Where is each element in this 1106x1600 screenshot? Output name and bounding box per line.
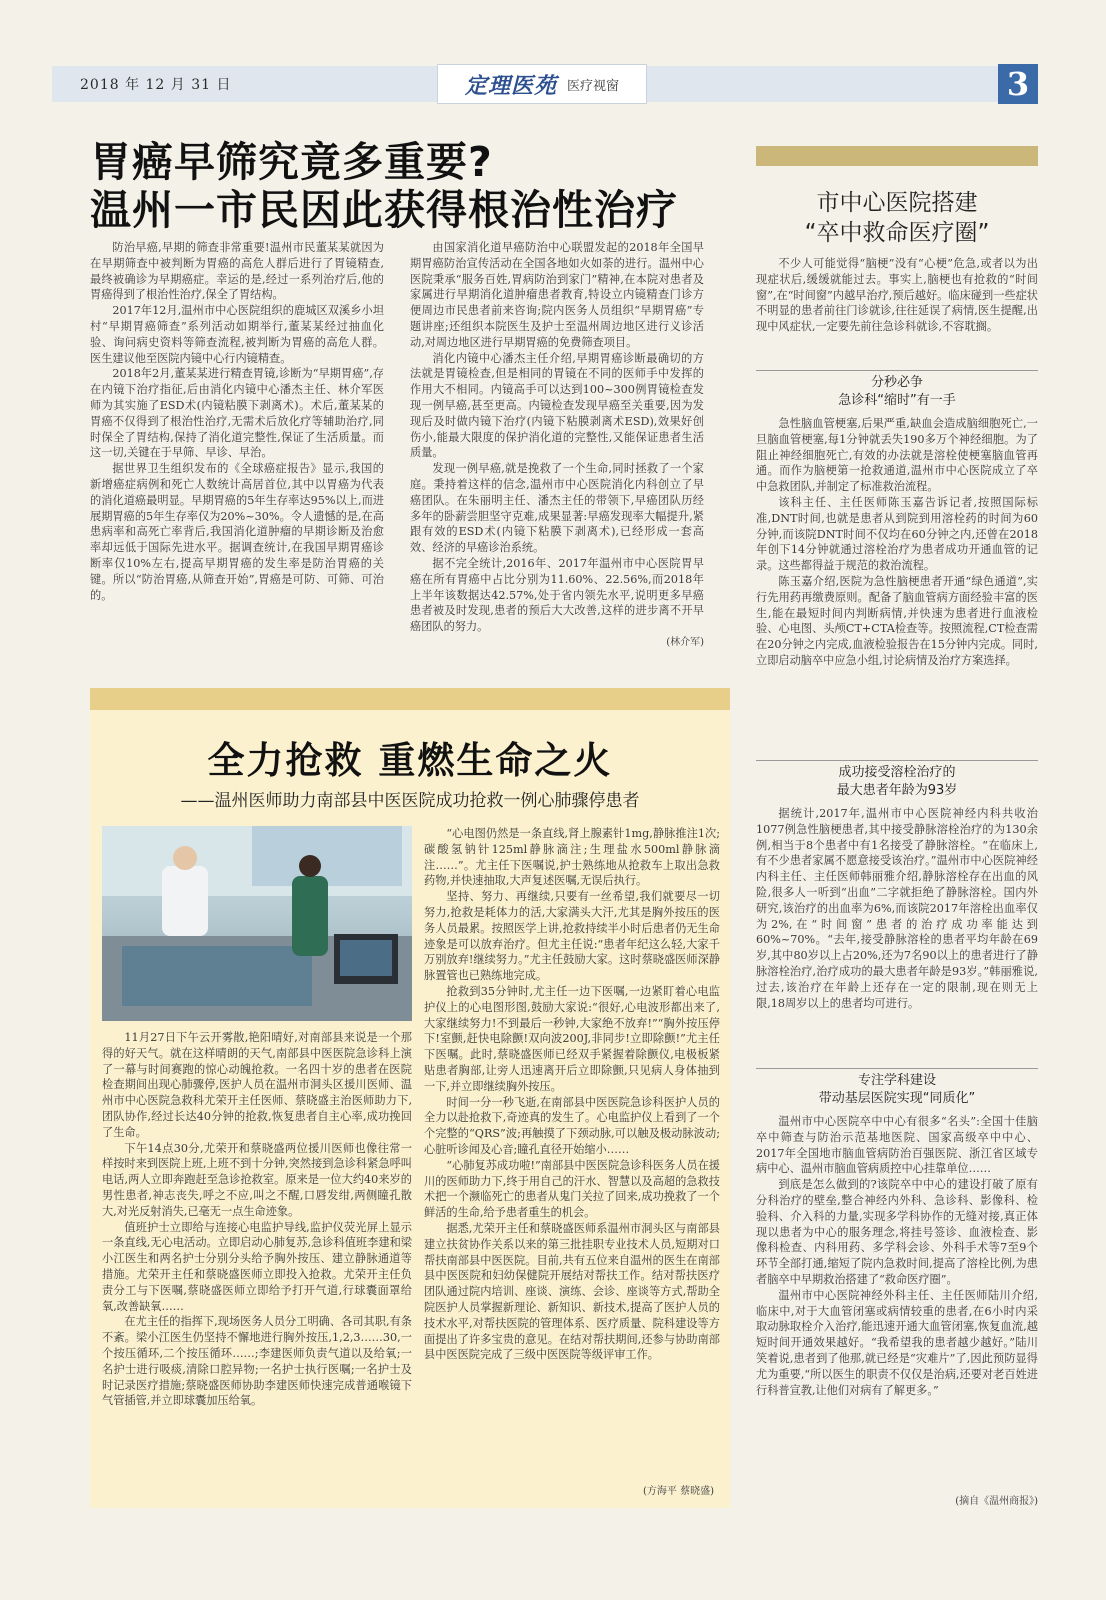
article3-section-3 xyxy=(756,1114,1038,1492)
article2-subheadline: ——温州医师助力南部县中医医院成功抢救一例心肺骤停患者 xyxy=(180,791,640,811)
article3-section-1 xyxy=(756,416,1038,756)
article1-column-2 xyxy=(410,240,704,680)
article3-subhead-2: 成功接受溶栓治疗的 最大患者年龄为93岁 xyxy=(836,765,958,798)
article2-column-1 xyxy=(102,1030,412,1500)
issue-date: 2018 年 12 月 31 日 xyxy=(80,77,232,93)
sidebar-top-band xyxy=(756,146,1038,166)
rescue-scene-illustration xyxy=(102,826,412,1021)
article2-headline: 全力抢救 重燃生命之火 xyxy=(207,739,613,782)
rescue-photo xyxy=(102,826,412,1021)
paragraph: 2017年12月,温州市中心医院组织的鹿城区双溪乡小坦村“早期胃癌筛查”系列活动如期举行,董某某经过抽血化验、询问病史资料等筛查流程,被判断为胃癌的高危人群。医生建议他至医院内镜中心行内镜精查。 xyxy=(90,304,384,365)
article1-headline: 胃癌早筛究竟多重要? 温州一市民因此获得根治性治疗 xyxy=(90,138,678,234)
paragraph: 抢救到35分钟时,尤主任一边下医嘱,一边紧盯着心电监护仪上的心电图形图,鼓励大家说:“很好,心电波形都出来了,大家继续努力!不到最后一秒钟,大家绝不放弃!”“胸外按压停下!室颤,赶快电除颤!双向波200J,非同步!立即除颤!”尤主任下医嘱。此时,蔡晓盛医师已经双手紧握着除颤仪,电极板紧贴患者胸部,让旁人迅速离开后立即除颤,只见病人身体抽到一下,并立即继续胸外按压。 xyxy=(424,984,720,1093)
paragraph: 据世界卫生组织发布的《全球癌症报告》显示,我国的新增癌症病例和死亡人数统计高居首位,其中以胃癌为代表的消化道癌最明显。早期胃癌的5年生存率达95%以上,而进展期胃癌的5年生存率仅为20%~30%。令人遗憾的是,在高患病率和高死亡率背后,我国消化道肿瘤的早期诊断及治愈率却远低于国际先进水平。据调查统计,在我国早期胃癌诊断率仅10%左右,提高早期胃癌的发生率是防治胃癌的关键。所以“防治胃癌,从筛查开始”,胃癌是可防、可筛、可治的。 xyxy=(90,462,384,602)
paragraph: 据统计,2017年,温州市中心医院神经内科共收治1077例急性脑梗患者,其中接受静脉溶栓治疗的为130余例,相当于8个患者中有1名接受了静脉溶栓。“在临床上,有不少患者家属不愿意接受该治疗。”温州市中心医院神经内科主任、主任医师韩丽雅介绍,静脉溶栓存在出血的风险,很多人一听到“出血”二字就拒绝了静脉溶栓。国内外研究,该治疗的出血率为6%,而该院2017年溶栓出血率仅为2%,在“时间窗”患者的治疗成功率能达到60%~70%。“去年,接受静脉溶栓的患者平均年龄在69岁,其中80岁以上占20%,还为7名90以上的患者进行了静脉溶栓治疗,治疗成功的最大患者年龄是93岁。”韩丽雅说,过去,该治疗在年龄上还存在一定的限制,现在则无上限,18周岁以上的患者均可进行。 xyxy=(756,807,1038,1010)
article3-subhead-1: 分秒必争 急诊科“缩时”有一手 xyxy=(838,375,956,408)
paragraph: 温州市中心医院神经外科主任、主任医师陆川介绍,临床中,对于大血管闭塞或病情较重的患者,在6小时内采取动脉取栓介入治疗,能迅速开通大血管闭塞,恢复血流,越短时间开通效果越好。“我希望我的患者越少越好。”陆川笑着说,患者到了他那,就已经是“灾难片”了,因此预防显得尤为重要,“所以医生的职责不仅仅是治病,还要对老百姓进行科普宣教,让他们对病有了解更多。” xyxy=(756,1288,1038,1397)
paragraph: 2018年2月,董某某进行精查胃镜,诊断为“早期胃癌”,存在内镜下治疗指征,后由消化内镜中心潘杰主任、林介军医师为其实施了ESD术(内镜粘膜下剥离术)。术后,董某某的胃癌不仅得到了根治性治疗,无需术后放化疗等辅助治疗,同时保全了胃结构,保持了消化道完整性,保证了生活质量。而这一切,关键在于早筛、早诊、早治。 xyxy=(90,367,384,460)
article3-byline: (摘自《温州商报》) xyxy=(955,1496,1038,1507)
article3-intro: 不少人可能觉得“脑梗”没有“心梗”危急,或者以为出现症状后,缓缓就能过去。事实上,脑梗也有抢救的“时间窗”,在“时间窗”内越早治疗,预后越好。临床碰到一些症状不明显的患者前往门诊就诊,往往延误了病情,医生提醒,出现中风症状,一定要先前往急诊科就诊,不容耽搁。 xyxy=(756,257,1038,334)
brand-logo: 定理医苑 xyxy=(464,72,557,99)
article3-section-2 xyxy=(756,806,1038,1066)
divider xyxy=(756,760,1038,761)
article3-subhead-3: 专注学科建设 带动基层医院实现“同质化” xyxy=(818,1073,976,1106)
page-header xyxy=(52,66,1038,102)
paragraph: 值班护士立即给与连接心电监护导线,监护仪荧光屏上显示一条直线,无心电活动。立即启动心肺复苏,急诊科值班李建和梁小江医生和两名护士分别分头给予胸外按压、建立静脉通道等措施。尤荣开主任和蔡晓盛医师立即投入抢救。尤荣开主任负责分工与下医嘱,蔡晓盛医师立即给予打开气道,行球囊面罩给氧,改善缺氧…… xyxy=(102,1220,412,1313)
paragraph: 温州市中心医院卒中中心有很多“名头”:全国十佳脑卒中筛查与防治示范基地医院、国家高级卒中中心、2017年全国地市脑血管病防治百强医院、浙江省区域专病中心、温州市脑血管病质控中心挂靠单位…… xyxy=(756,1115,1038,1176)
article2-column-2 xyxy=(424,826,720,1484)
divider xyxy=(756,370,1038,371)
paragraph: “心肺复苏成功啦!”南部县中医医院急诊科医务人员在援川的医师助力下,终于用自己的汗水、智慧以及高超的急救技术把一个濒临死亡的患者从鬼门关拉了回来,成功挽救了一个鲜活的生命,给予患者重生的机会。 xyxy=(424,1158,720,1220)
paragraph: 发现一例早癌,就是挽救了一个生命,同时拯救了一个家庭。秉持着这样的信念,温州市中心医院消化内科创立了早癌团队。在朱丽明主任、潘杰主任的带领下,早癌团队历经多年的卧薪尝胆坚守克难,成果显著:早癌发现率大幅提升,紧跟有效的ESD术(内镜下粘膜下剥离术),已经形成一套高效、经济的早癌诊治系统。 xyxy=(410,462,704,555)
article3-headline: 市中心医院搭建 “卒中救命医疗圈” xyxy=(804,190,990,246)
paragraph: 坚持、努力、再继续,只要有一丝希望,我们就要尽一切努力,抢救是耗体力的活,大家满头大汗,尤其是胸外按压的医务人员最累。按照医学上讲,抢救持续半小时后患者仍无生命迹象是可以放弃治疗。但尤主任说:“患者年纪这么轻,大家千万别放弃!继续努力。”尤主任鼓励大家。这时蔡晓盛医师深静脉置管也已熟练地完成。 xyxy=(424,890,720,983)
article2-byline: (方海平 蔡晓盛) xyxy=(643,1486,714,1497)
paragraph: 下午14点30分,尤荣开和蔡晓盛两位援川医师也像往常一样按时来到医院上班,上班不到十分钟,突然接到急诊科紧急呼叫电话,两人立即奔跑赶至急诊抢救室。原来是一位大约40来岁的男性患者,神志丧失,呼之不应,叫之不醒,口唇发绀,两侧瞳孔散大,对光反射消失,已毫无一点生命迹象。 xyxy=(102,1141,412,1218)
paragraph: 11月27日下午云开雾散,艳阳晴好,对南部县来说是一个那得的好天气。就在这样晴朗的天气,南部县中医医院急诊科上演了一幕与时间赛跑的惊心动魄抢救。一名四十岁的患者在医院检查期间出现心肺骤停,医护人员在温州市洞头区援川医师、温州市中心医院急救科尤荣开主任医师、蔡晓盛主治医师助力下,团队协作,经过长达40分钟的抢救,恢复患者自主心率,成功挽回了生命。 xyxy=(102,1031,412,1139)
paragraph: 急性脑血管梗塞,后果严重,缺血会造成脑细胞死亡,一旦脑血管梗塞,每1分钟就丢失190多万个神经细胞。为了阻止神经细胞死亡,有效的办法就是溶栓使梗塞脑血管再通。而作为脑梗第一抢救通道,温州市中心医院成立了卒中急救团队,并制定了标准救治流程。 xyxy=(756,417,1038,494)
paragraph: 据悉,尤荣开主任和蔡晓盛医师系温州市洞头区与南部县建立扶贫协作关系以来的第三批挂职专业技术人员,短期对口帮扶南部县中医医院。目前,共有五位来自温州的医生在南部县中医医院和妇幼保健院开展结对帮扶工作。结对帮扶医疗团队通过院内培训、座谈、演练、会诊、座谈等方式,帮助全院医护人员掌握新理论、新知识、新技术,提高了医护人员的技术水平,对帮扶医院的管理体系、医疗质量、院科建设等方面提出了许多宝贵的意见。在结对帮扶期间,还参与协助南部县中医医院完成了三级中医医院等级评审工作。 xyxy=(424,1221,720,1362)
section-name: 医疗视窗 xyxy=(567,78,620,94)
page-number: 3 xyxy=(998,64,1038,104)
paragraph: 到底是怎么做到的?该院卒中中心的建设打破了原有分科治疗的壁垒,整合神经内外科、急诊科、影像科、检验科、介入科的力量,实现多学科协作的无缝对接,真正体现以患者为中心的服务理念,将挂号签诊、血液检查、影像科检查、内科用药、多学科会诊、外科手术等7至9个环节全部打通,缩短了院内急救时间,提高了溶栓比例,为患者脑卒中早期救治搭建了“救命医疗圈”。 xyxy=(756,1178,1038,1286)
paragraph: 在尤主任的指挥下,现场医务人员分工明确、各司其职,有条不紊。梁小江医生仍坚持不懈地进行胸外按压,1,2,3……30,一个按压循环,二个按压循环……;李建医师负责气道以及给氧;一名护士进行吸痰,清除口腔异物;一名护士执行医嘱;一名护士及时记录医疗措施;蔡晓盛医师协助李建医师快速完成普通喉镜下气管插管,并立即球囊加压给氧。 xyxy=(102,1315,412,1408)
paragraph: “心电图仍然是一条直线,肾上腺素针1mg,静脉推注1次;碳酸氢钠针125ml静脉滴注;生理盐水500ml静脉滴注……”。尤主任下医嘱说,护士熟练地从抢救车上取出急救药物,并快速抽取,大声复述医嘱,无误后执行。 xyxy=(424,827,720,888)
paragraph: 由国家消化道早癌防治中心联盟发起的2018年全国早期胃癌防治宣传活动在全国各地如火如荼的进行。温州中心医院秉承“服务百姓,胃病防治到家门”精神,在本院对患者及家属进行早期消化道肿瘤患者教育,特设立内镜精查门诊方便周边市民患者前来咨询;院内医务人员组织“早期胃癌”专题讲座;还组织本院医生及护士至温州周边地区进行义诊活动,对周边地区进行早期胃癌的免费筛查项目。 xyxy=(410,241,704,349)
masthead xyxy=(437,64,647,104)
paragraph: 该科主任、主任医师陈玉嘉告诉记者,按照国际标准,DNT时间,也就是患者从到院到用溶栓药的时间为60分钟,而该院DNT时间不仅均在60分钟之内,还曾在2018年创下14分钟就通过溶栓治疗为患者成功开通血管的记录。这些都得益于规范的救治流程。 xyxy=(756,495,1038,573)
paragraph: 陈玉嘉介绍,医院为急性脑梗患者开通“绿色通道”,实行先用药再缴费原则。配备了脑血管病方面经验丰富的医生,能在最短时间内判断病情,并快速为患者进行血液检验、心电图、头颅CT+CTA检查等。按照流程,CT检查需在20分钟之内完成,血液检验报告在15分钟内完成。同时,立即启动脑卒中应急小组,讨论病情及治疗方案选择。 xyxy=(756,574,1038,667)
paragraph: 消化内镜中心潘杰主任介绍,早期胃癌诊断最确切的方法就是胃镜检查,但是相同的胃镜在不同的医师手中发挥的作用大不相同。内镜高手可以达到100~300例胃镜检查发现一例早癌,甚至更高。内镜检查发现早癌至关重要,因为发现后及时做内镜下治疗(内镜下粘膜剥离术ESD),效果好创伤小,能最大限度的保护消化道的完整性,又能保证患者生活质量。 xyxy=(410,351,704,460)
paragraph: 时间一分一秒飞逝,在南部县中医医院急诊科医护人员的全力以赴抢救下,奇迹真的发生了。心电监护仪上看到了一个个完整的“QRS”波;再触摸了下颈动脉,可以触及极动脉波动;心脏听诊闻及心音;瞳孔直径开始缩小…… xyxy=(424,1095,720,1156)
paragraph: 防治早癌,早期的筛查非常重要!温州市民董某某就因为在早期筛查中被判断为胃癌的高危人群后进行了胃镜精查,最终被确诊为早期癌症。幸运的是,经过一系列治疗后,他的胃癌得到了根治性治疗,保全了胃结构。 xyxy=(90,241,384,302)
article1-byline: (林介军) xyxy=(666,636,704,648)
article1-column-1 xyxy=(90,240,384,680)
box-top-band xyxy=(90,688,730,710)
paragraph: 据不完全统计,2016年、2017年温州市中心医院胃早癌在所有胃癌中占比分别为11.60%、22.56%,而2018年上半年该数据达42.57%,处于省内领先水平,说明更多早癌患者被及时发现,患者的预后大大改善,这样的进步离不开早癌团队的努力。 xyxy=(410,556,704,634)
divider xyxy=(756,1068,1038,1069)
